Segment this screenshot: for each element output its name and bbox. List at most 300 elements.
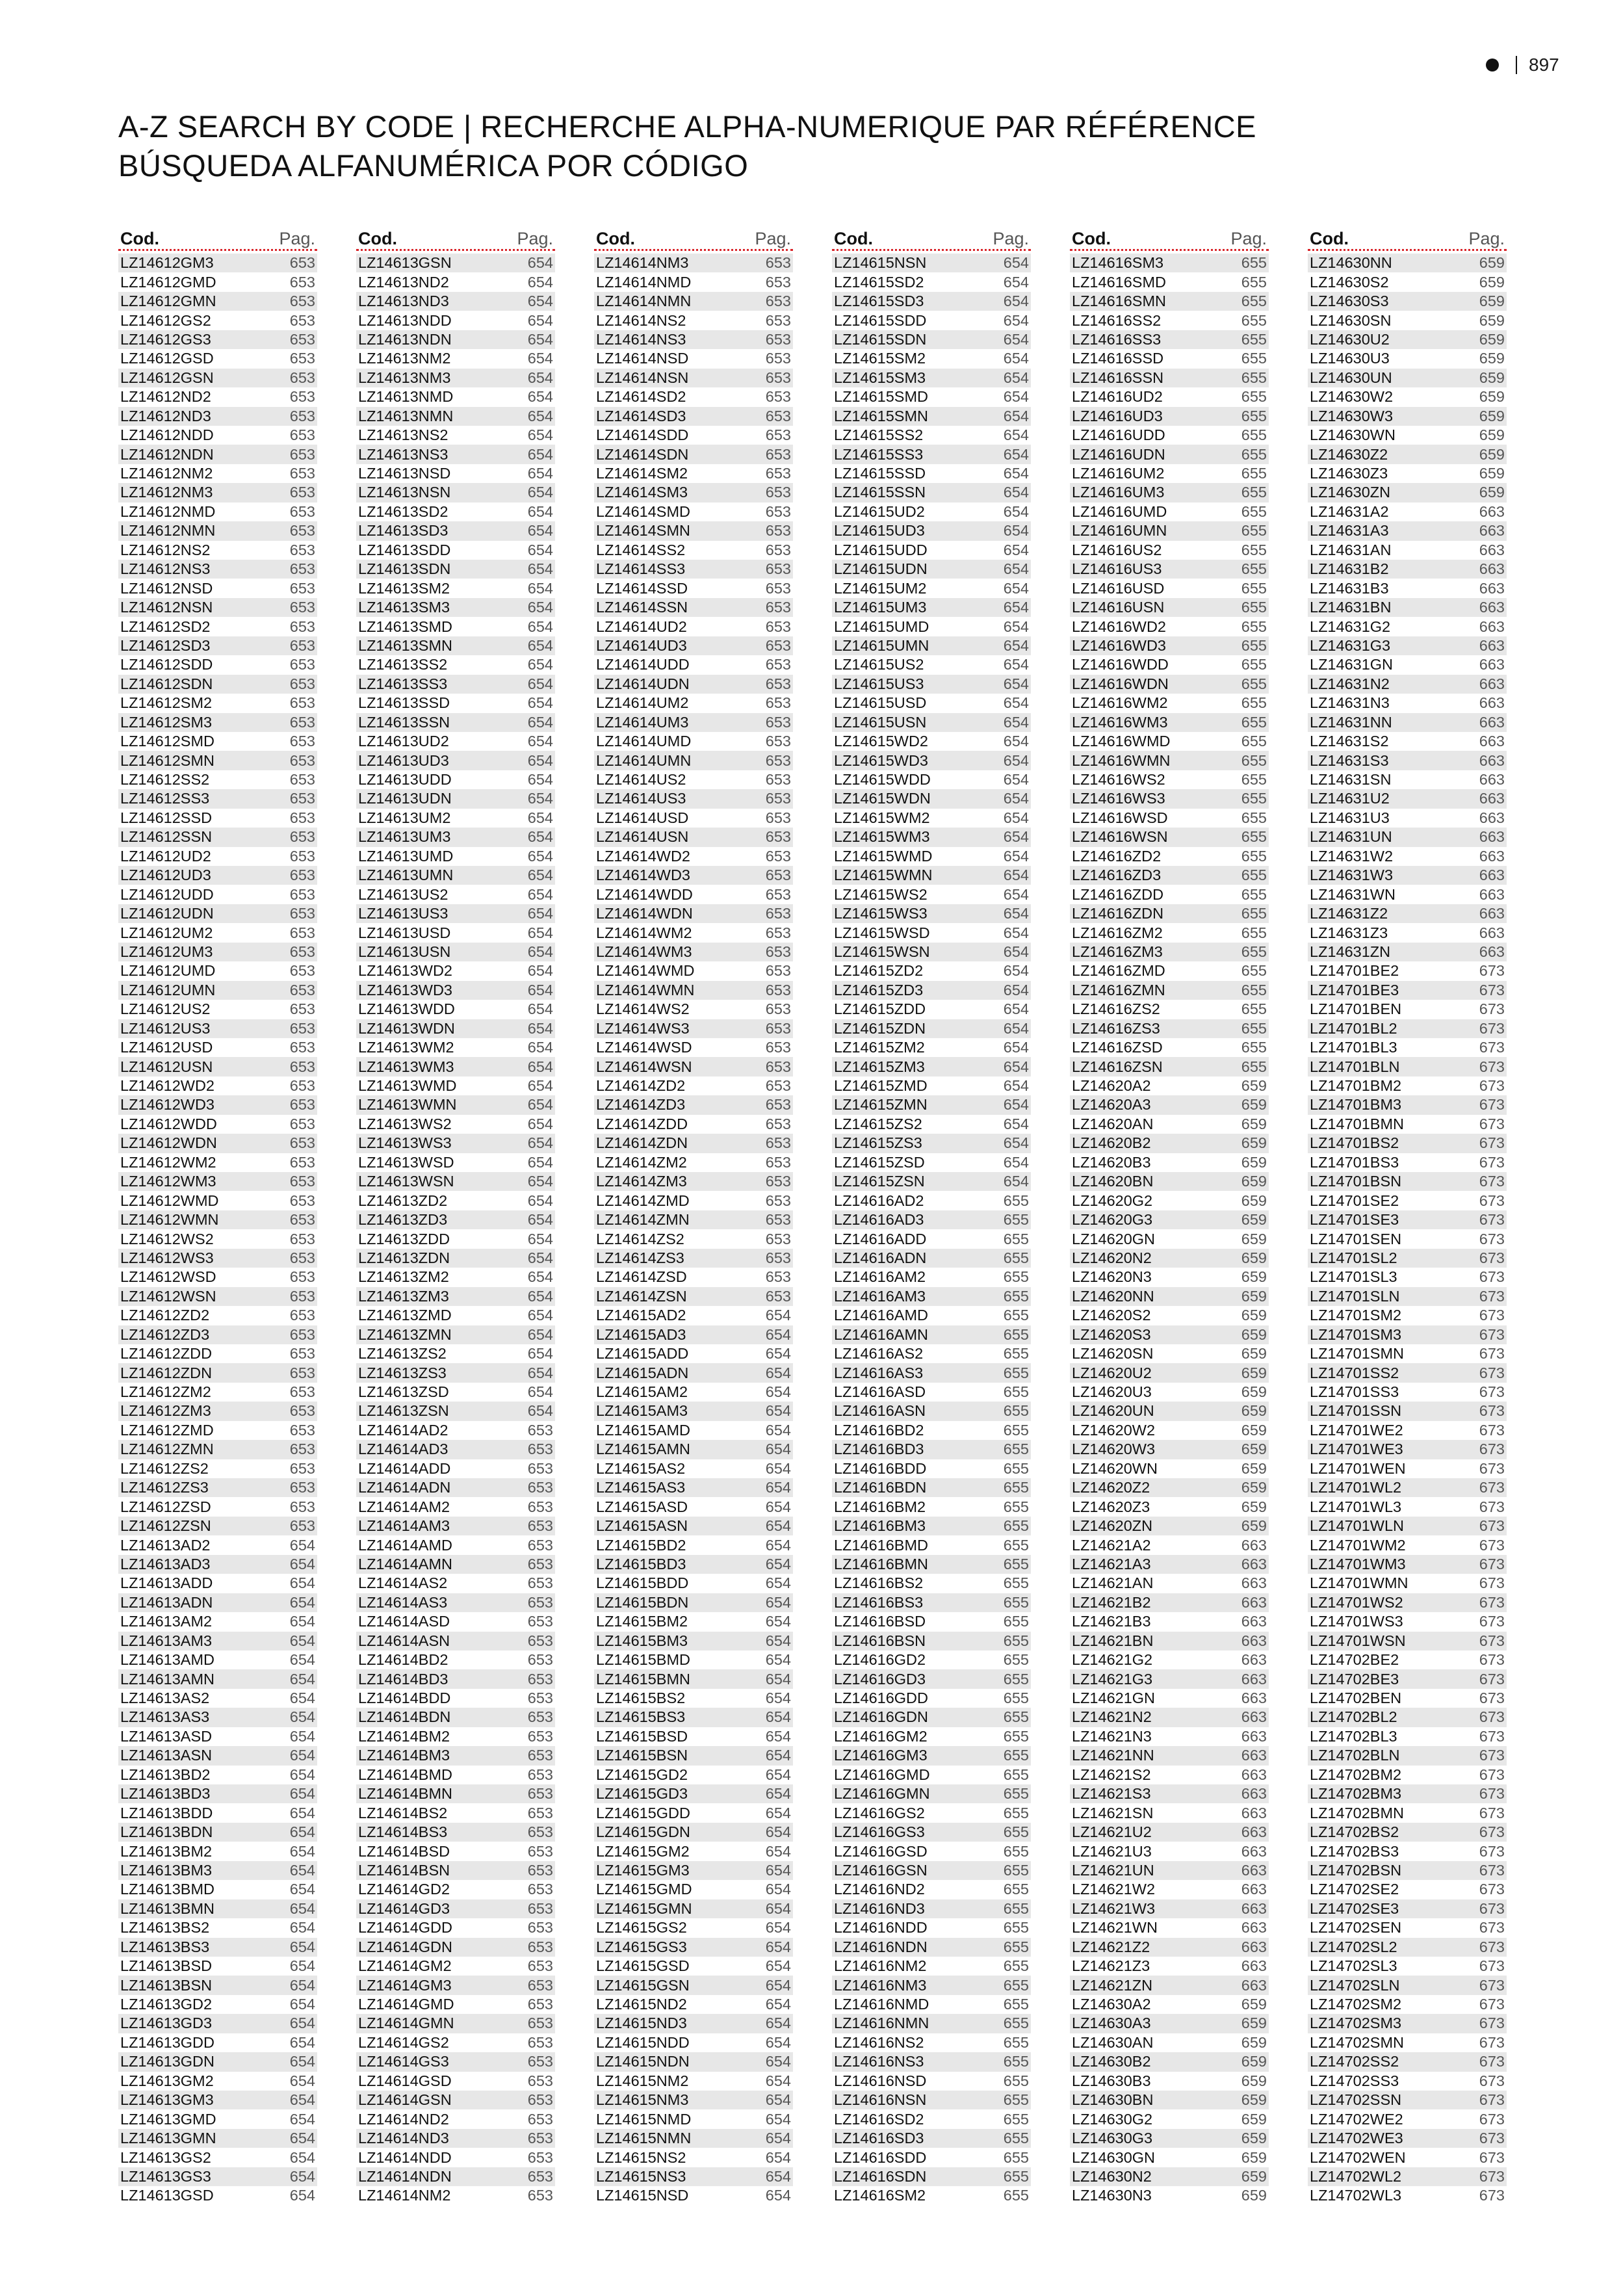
column-rows <box>832 254 1031 2206</box>
table-row <box>118 961 317 980</box>
code-cell: LZ14701SE3 <box>1310 1211 1399 1229</box>
code-cell: LZ14615GDN <box>596 1823 690 1841</box>
page-cell: 654 <box>527 943 553 960</box>
page-cell: 654 <box>527 350 553 367</box>
page-cell: 654 <box>527 388 553 406</box>
table-row <box>118 1555 317 1574</box>
code-cell: LZ14701BSN <box>1310 1173 1402 1190</box>
code-cell: LZ14615ZM3 <box>834 1058 925 1075</box>
code-cell: LZ14701SM2 <box>1310 1307 1402 1324</box>
column-header <box>1308 227 1507 251</box>
page-cell: 654 <box>527 751 553 769</box>
code-cell: LZ14615USD <box>834 694 927 712</box>
code-cell: LZ14630SN <box>1310 311 1392 329</box>
page-cell: 673 <box>1479 1115 1505 1132</box>
page-cell: 655 <box>1241 254 1267 272</box>
table-row <box>832 426 1031 445</box>
page-cell: 673 <box>1479 1364 1505 1381</box>
code-cell: LZ14621A3 <box>1072 1555 1151 1572</box>
page-cell: 655 <box>1241 636 1267 654</box>
table-row <box>1070 789 1269 808</box>
header-page: Pag. <box>1230 229 1267 248</box>
code-cell: LZ14615ZM2 <box>834 1039 925 1056</box>
code-cell: LZ14613WMD <box>358 1077 457 1095</box>
page-cell: 654 <box>527 636 553 654</box>
table-row <box>118 1019 317 1038</box>
page-cell: 655 <box>1003 2167 1029 2185</box>
code-cell: LZ14613ZM2 <box>358 1268 449 1286</box>
code-cell: LZ14615NS3 <box>596 2167 686 2185</box>
page-cell: 673 <box>1479 1804 1505 1821</box>
table-row <box>118 254 317 272</box>
table-row <box>356 1459 555 1478</box>
page-cell: 654 <box>289 1899 315 1917</box>
table-row <box>1308 751 1507 770</box>
code-cell: LZ14702SL3 <box>1310 1957 1397 1975</box>
page-cell: 659 <box>1241 2053 1267 2070</box>
table-row <box>1070 1766 1269 1784</box>
code-cell: LZ14616ZMD <box>1072 962 1165 980</box>
table-row <box>832 272 1031 291</box>
page-cell: 673 <box>1479 1823 1505 1841</box>
page-cell: 655 <box>1003 1230 1029 1247</box>
code-cell: LZ14620GN <box>1072 1230 1156 1247</box>
page-cell: 659 <box>1241 1077 1267 1095</box>
table-row <box>832 1249 1031 1268</box>
page-cell: 653 <box>289 1019 315 1037</box>
code-cell: LZ14612USD <box>120 1039 213 1056</box>
code-cell: LZ14614SD2 <box>596 388 686 406</box>
page-cell: 654 <box>527 675 553 692</box>
page-cell: 653 <box>765 1058 791 1075</box>
table-row <box>356 1363 555 1382</box>
code-cell: LZ14613BS3 <box>120 1938 210 1955</box>
page-cell: 654 <box>765 1747 791 1764</box>
code-cell: LZ14614BD2 <box>358 1651 448 1669</box>
table-row <box>1070 2186 1269 2205</box>
code-cell: LZ14613ASD <box>120 1727 213 1745</box>
table-row <box>356 1957 555 1976</box>
table-row <box>1308 1976 1507 1994</box>
code-cell: LZ14701BM2 <box>1310 1077 1402 1095</box>
code-cell: LZ14616BM2 <box>834 1498 926 1515</box>
table-row <box>1070 770 1269 789</box>
table-row <box>1308 1899 1507 1918</box>
code-cell: LZ14621G3 <box>1072 1670 1153 1688</box>
page-cell: 663 <box>1479 867 1505 884</box>
table-row <box>832 1421 1031 1440</box>
page-cell: 653 <box>527 1632 553 1649</box>
table-row <box>1308 732 1507 751</box>
table-row <box>832 1918 1031 1937</box>
page-cell: 654 <box>527 867 553 884</box>
page-cell: 653 <box>289 1459 315 1477</box>
code-cell: LZ14613SM3 <box>358 599 450 616</box>
table-row <box>1308 560 1507 579</box>
table-row <box>356 254 555 272</box>
table-row <box>356 1650 555 1669</box>
table-row <box>832 1478 1031 1497</box>
table-row <box>832 1000 1031 1019</box>
code-cell: LZ14614GSN <box>358 2091 452 2109</box>
table-row <box>832 866 1031 885</box>
page-cell: 655 <box>1241 771 1267 789</box>
code-cell: LZ14614NDD <box>358 2148 452 2166</box>
code-cell: LZ14616SMD <box>1072 273 1166 291</box>
page-cell: 655 <box>1003 1421 1029 1439</box>
table-row <box>1308 1249 1507 1268</box>
code-cell: LZ14702WE2 <box>1310 2110 1403 2128</box>
page-cell: 654 <box>527 790 553 807</box>
code-cell: LZ14616GSD <box>834 1842 928 1860</box>
table-row <box>118 1306 317 1325</box>
page-cell: 673 <box>1479 1861 1505 1879</box>
table-row <box>832 1612 1031 1631</box>
table-row <box>356 732 555 751</box>
table-row <box>594 1689 793 1708</box>
code-cell: LZ14613AM2 <box>120 1613 213 1630</box>
table-row <box>1308 1555 1507 1574</box>
table-row <box>594 2186 793 2205</box>
code-cell: LZ14630N2 <box>1072 2167 1152 2185</box>
code-cell: LZ14630S2 <box>1310 273 1389 291</box>
page-cell: 653 <box>765 350 791 367</box>
code-cell: LZ14621SN <box>1072 1804 1154 1821</box>
page-cell: 655 <box>1241 867 1267 884</box>
table-row <box>1308 1210 1507 1229</box>
page-cell: 654 <box>765 1823 791 1841</box>
page-cell: 653 <box>289 445 315 463</box>
code-cell: LZ14612GS3 <box>120 330 211 348</box>
page-cell: 663 <box>1479 675 1505 692</box>
code-cell: LZ14615ASD <box>596 1498 688 1515</box>
table-row <box>832 1555 1031 1574</box>
code-cell: LZ14612ND3 <box>120 407 211 424</box>
table-row <box>118 349 317 368</box>
code-cell: LZ14630S3 <box>1310 293 1389 310</box>
code-cell: LZ14702SEN <box>1310 1919 1402 1937</box>
code-cell: LZ14631NN <box>1310 713 1392 731</box>
page-cell: 673 <box>1479 1517 1505 1535</box>
code-cell: LZ14613UMN <box>358 867 454 884</box>
code-cell: LZ14614UMN <box>596 751 692 769</box>
code-cell: LZ14616WD3 <box>1072 636 1166 654</box>
page-cell: 655 <box>1003 1651 1029 1669</box>
code-cell: LZ14613BSD <box>120 1957 213 1975</box>
table-row <box>118 1134 317 1153</box>
code-cell: LZ14621U3 <box>1072 1842 1152 1860</box>
page-number-text: 897 <box>1529 55 1559 75</box>
table-row <box>832 1535 1031 1554</box>
code-cell: LZ14701SM3 <box>1310 1325 1402 1343</box>
page-cell: 653 <box>765 1287 791 1305</box>
table-row <box>1308 885 1507 904</box>
code-cell: LZ14615UMN <box>834 636 929 654</box>
table-row <box>832 598 1031 617</box>
table-row <box>1070 2052 1269 2071</box>
code-cell: LZ14614BDN <box>358 1708 451 1726</box>
table-row <box>1308 579 1507 597</box>
table-row <box>832 655 1031 674</box>
page-cell: 654 <box>1003 867 1029 884</box>
page-cell: 654 <box>1003 713 1029 731</box>
header-code: Cod. <box>358 229 397 248</box>
table-row <box>1308 1363 1507 1382</box>
code-cell: LZ14613GS2 <box>120 2148 211 2166</box>
page-cell: 653 <box>527 2148 553 2166</box>
column-rows <box>594 254 793 2206</box>
page-cell: 653 <box>289 1173 315 1190</box>
table-row <box>1070 560 1269 579</box>
table-row <box>118 2129 317 2148</box>
table-row <box>1308 483 1507 502</box>
page-cell: 654 <box>1003 675 1029 692</box>
table-row <box>1308 828 1507 846</box>
table-row <box>1308 1440 1507 1459</box>
table-row <box>1070 541 1269 560</box>
page-cell: 654 <box>1003 751 1029 769</box>
page-cell: 663 <box>1479 847 1505 865</box>
table-row <box>832 1803 1031 1822</box>
table-row <box>1070 1784 1269 1803</box>
table-row <box>118 1478 317 1497</box>
page-cell: 659 <box>1241 1287 1267 1305</box>
code-cell: LZ14616BD2 <box>834 1421 924 1439</box>
code-cell: LZ14614GDD <box>358 1919 452 1937</box>
code-cell: LZ14615WS3 <box>834 905 928 922</box>
code-cell: LZ14616USD <box>1072 579 1165 597</box>
page-cell: 654 <box>765 1325 791 1343</box>
page-cell: 653 <box>527 2033 553 2051</box>
page-cell: 655 <box>1003 1670 1029 1688</box>
page-cell: 654 <box>765 1517 791 1535</box>
table-row <box>1308 961 1507 980</box>
code-cell: LZ14613ADD <box>120 1574 213 1592</box>
page-cell: 654 <box>765 1804 791 1821</box>
page-cell: 673 <box>1479 1058 1505 1075</box>
page-cell: 663 <box>1241 1938 1267 1955</box>
table-row <box>594 1363 793 1382</box>
code-cell: LZ14616GDD <box>834 1689 928 1707</box>
code-cell: LZ14612ZSN <box>120 1517 211 1535</box>
page-cell: 654 <box>1003 943 1029 960</box>
table-row <box>594 923 793 942</box>
table-row <box>832 560 1031 579</box>
page-cell: 655 <box>1241 293 1267 310</box>
page-cell: 653 <box>527 2110 553 2128</box>
table-row <box>832 407 1031 426</box>
table-row <box>594 1727 793 1746</box>
table-row <box>1308 981 1507 1000</box>
code-cell: LZ14630B2 <box>1072 2053 1151 2070</box>
column-rows <box>1308 254 1507 2206</box>
code-cell: LZ14614SSN <box>596 599 688 616</box>
table-row <box>1308 407 1507 426</box>
code-cell: LZ14630A3 <box>1072 2015 1151 2032</box>
index-column <box>356 227 555 2206</box>
page-cell: 655 <box>1241 599 1267 616</box>
page-cell: 673 <box>1479 1421 1505 1439</box>
table-row <box>1070 311 1269 330</box>
table-row <box>356 1746 555 1765</box>
page-cell: 653 <box>289 1230 315 1247</box>
table-row <box>1070 2033 1269 2052</box>
page-cell: 673 <box>1479 2148 1505 2166</box>
table-row <box>356 1823 555 1842</box>
code-cell: LZ14614USD <box>596 809 689 826</box>
table-row <box>832 1268 1031 1286</box>
code-cell: LZ14615BM3 <box>596 1632 688 1649</box>
table-row <box>832 943 1031 961</box>
page-cell: 654 <box>1003 369 1029 386</box>
page-cell: 655 <box>1003 1957 1029 1975</box>
table-row <box>356 675 555 694</box>
page-cell: 663 <box>1479 541 1505 558</box>
page-cell: 654 <box>527 1249 553 1266</box>
page-cell: 653 <box>527 1479 553 1496</box>
code-cell: LZ14620G3 <box>1072 1211 1153 1229</box>
page-cell: 653 <box>765 1000 791 1018</box>
page-cell: 673 <box>1479 1747 1505 1764</box>
page-cell: 655 <box>1241 713 1267 731</box>
page-cell: 653 <box>765 1211 791 1229</box>
page-cell: 653 <box>765 254 791 272</box>
page-cell: 654 <box>765 2110 791 2128</box>
code-cell: LZ14620N2 <box>1072 1249 1152 1266</box>
code-cell: LZ14701BM3 <box>1310 1096 1402 1114</box>
page-cell: 654 <box>527 1096 553 1114</box>
page-cell: 673 <box>1479 1613 1505 1630</box>
code-cell: LZ14631S2 <box>1310 733 1389 750</box>
page-cell: 653 <box>765 465 791 482</box>
table-row <box>356 904 555 923</box>
page-cell: 655 <box>1241 541 1267 558</box>
table-row <box>1308 1861 1507 1880</box>
code-cell: LZ14614NS3 <box>596 330 686 348</box>
table-row <box>1308 943 1507 961</box>
table-row <box>118 1957 317 1976</box>
table-row <box>1308 2129 1507 2148</box>
code-cell: LZ14616GDN <box>834 1708 928 1726</box>
page-cell: 673 <box>1479 1498 1505 1515</box>
code-cell: LZ14615GMD <box>596 1881 692 1898</box>
page-cell: 673 <box>1479 1593 1505 1611</box>
code-cell: LZ14612UD3 <box>120 867 211 884</box>
code-cell: LZ14613ZDD <box>358 1230 450 1247</box>
code-cell: LZ14613BS2 <box>120 1919 210 1937</box>
page-cell: 663 <box>1479 599 1505 616</box>
code-cell: LZ14702SL2 <box>1310 1938 1397 1955</box>
table-row <box>1070 655 1269 674</box>
page-cell: 653 <box>527 2130 553 2147</box>
table-row <box>118 1249 317 1268</box>
header-page: Pag. <box>755 229 791 248</box>
code-cell: LZ14613AM3 <box>120 1632 213 1649</box>
code-cell: LZ14701WMN <box>1310 1574 1409 1592</box>
code-cell: LZ14613NDN <box>358 330 452 348</box>
table-row <box>118 1612 317 1631</box>
code-cell: LZ14701WL3 <box>1310 1498 1402 1515</box>
table-row <box>594 1229 793 1248</box>
table-row <box>832 541 1031 560</box>
table-row <box>1308 1574 1507 1593</box>
table-row <box>594 1325 793 1344</box>
page-cell: 655 <box>1241 1019 1267 1037</box>
table-row <box>118 1517 317 1535</box>
code-cell: LZ14621S3 <box>1072 1785 1151 1803</box>
code-cell: LZ14616WM3 <box>1072 713 1168 731</box>
page-cell: 654 <box>765 1307 791 1324</box>
table-row <box>832 521 1031 540</box>
page-cell: 673 <box>1479 1536 1505 1554</box>
code-cell: LZ14615BSN <box>596 1747 688 1764</box>
table-row <box>118 272 317 291</box>
page-cell: 655 <box>1003 2148 1029 2166</box>
page-cell: 654 <box>527 1364 553 1381</box>
table-row <box>594 694 793 712</box>
table-row <box>118 2091 317 2109</box>
code-cell: LZ14613BMN <box>120 1899 214 1917</box>
table-row <box>594 943 793 961</box>
table-row <box>594 1746 793 1765</box>
page-cell: 653 <box>289 369 315 386</box>
code-cell: LZ14613ND2 <box>358 273 449 291</box>
code-cell: LZ14616ASN <box>834 1402 926 1420</box>
table-row <box>832 1363 1031 1382</box>
page-cell: 653 <box>289 1249 315 1266</box>
code-cell: LZ14612WM3 <box>120 1173 216 1190</box>
table-row <box>1308 1325 1507 1344</box>
page-cell: 659 <box>1479 254 1505 272</box>
table-row <box>118 502 317 521</box>
page-cell: 653 <box>765 1249 791 1266</box>
table-row <box>1308 2109 1507 2128</box>
separator <box>1516 56 1517 74</box>
code-cell: LZ14612GM3 <box>120 254 214 272</box>
table-row <box>832 387 1031 406</box>
code-cell: LZ14612NM2 <box>120 465 213 482</box>
table-row <box>356 1229 555 1248</box>
page-cell: 654 <box>289 1919 315 1937</box>
table-row <box>832 311 1031 330</box>
table-row <box>594 1402 793 1420</box>
table-row <box>356 617 555 636</box>
code-cell: LZ14615GDD <box>596 1804 690 1821</box>
table-row <box>118 1574 317 1593</box>
code-cell: LZ14631SN <box>1310 771 1392 789</box>
page-cell: 653 <box>289 1058 315 1075</box>
code-cell: LZ14616ZSN <box>1072 1058 1163 1075</box>
table-row <box>118 2072 317 2091</box>
page-cell: 655 <box>1003 1459 1029 1477</box>
page-cell: 673 <box>1479 1708 1505 1726</box>
page-cell: 655 <box>1003 1325 1029 1343</box>
code-cell: LZ14615SSN <box>834 484 926 501</box>
table-row <box>1070 1574 1269 1593</box>
code-cell: LZ14612WS2 <box>120 1230 214 1247</box>
table-row <box>1070 1421 1269 1440</box>
code-cell: LZ14612GSD <box>120 350 214 367</box>
page-cell: 654 <box>1003 579 1029 597</box>
table-row <box>1308 369 1507 387</box>
code-cell: LZ14701BE3 <box>1310 981 1399 998</box>
table-row <box>1308 292 1507 311</box>
page-cell: 654 <box>765 1976 791 1994</box>
page-cell: 655 <box>1241 656 1267 673</box>
page-cell: 655 <box>1003 2053 1029 2070</box>
table-row <box>356 1689 555 1708</box>
page-cell: 653 <box>289 1441 315 1458</box>
